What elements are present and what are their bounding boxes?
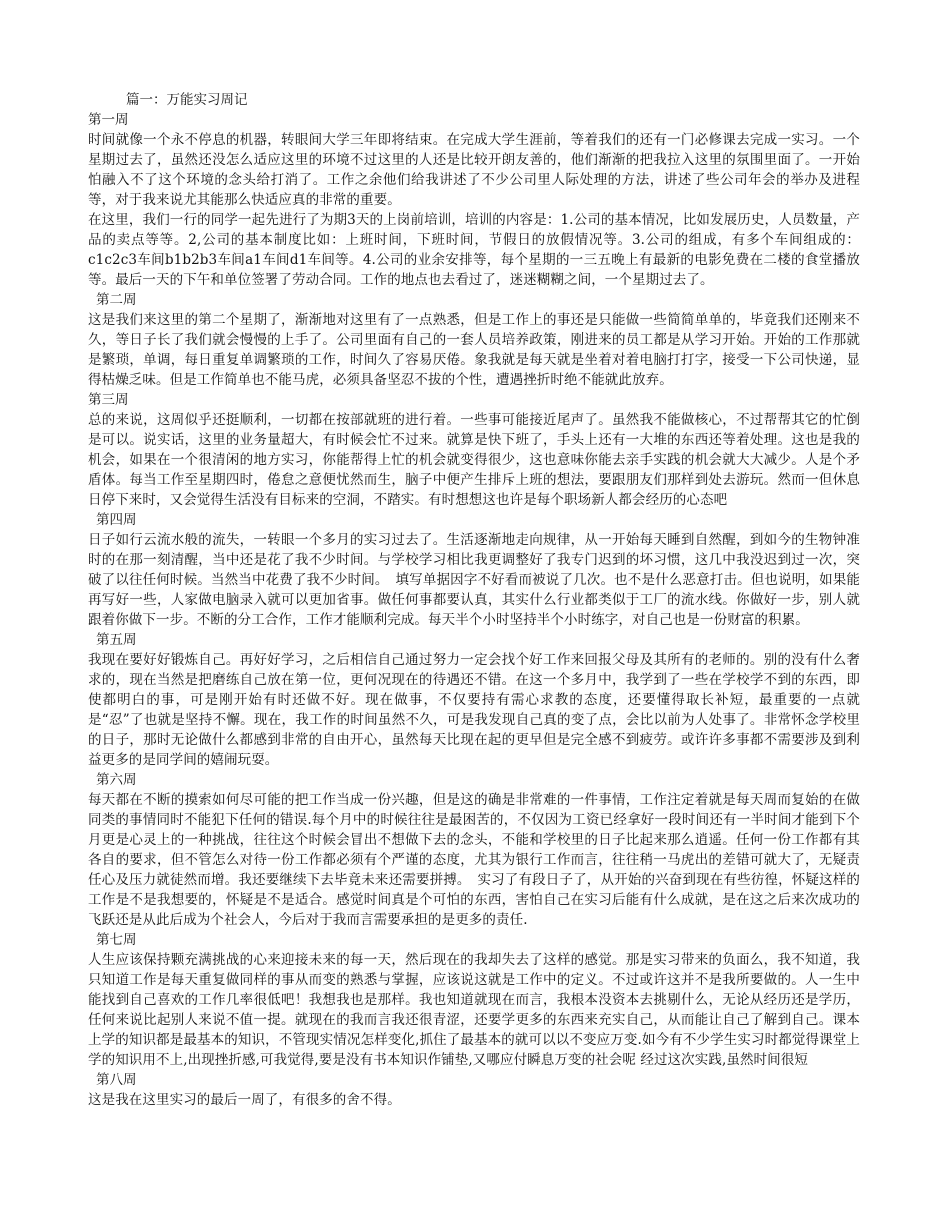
paragraph: 这是我在这里实习的最后一周了，有很多的舍不得。 (88, 1092, 401, 1108)
section-heading: 第五周 (96, 632, 137, 648)
section-heading: 第四周 (96, 512, 137, 528)
section-heading: 第二周 (96, 292, 137, 308)
paragraph: 时间就像一个永不停息的机器，转眼间大学三年即将结束。在完成大学生涯前，等着我们的还有一门必修课去完成一实习。一个星期过去了，虽然还没怎么适应这里的环境不过这里的人还是比较开朗友善的，他们渐渐的把我拉入这里的氛围里面了。一开始怕融入不了这个环境的念头给打消了。工作之余他们给我讲述了不少公司里人际处理的方法，讲述了些公司年会的举办及进程等，对于我来说尤其能那么快适应真的非常的重要。 (88, 132, 860, 208)
paragraph: 这是我们来这里的第二个星期了，渐渐地对这里有了一点熟悉，但是工作上的事还是只能做一些简简单单的，毕竟我们还刚来不久，等日子长了我们就会慢慢的上手了。公司里面有自己的一套人员培养政策，刚进来的员工都是从学习开始。开始的工作那就是繁琐，单调，每日重复单调繁琐的工作，时间久了容易厌倦。象我就是每天就是坐着对着电脑打打字，接受一下公司快递，显得枯燥乏味。但是工作简单也不能马虎，必须具备坚忍不拔的个性，遭遇挫折时绝不能就此放弃。 (88, 312, 860, 388)
paragraph: 每天都在不断的摸索如何尽可能的把工作当成一份兴趣，但是这的确是非常难的一件事情，工作注定着就是每天周而复始的在做同类的事情同时不能犯下任何的错误.每个月中的时候往往是最困苦的，不仅因为工资已经拿好一段时间还有一半时间才能到下个月更是心灵上的一种挑战，往往这个时候会冒出不想做下去的念头，不能和学校里的日子比起来那么逍遥。任何一份工作都有其各自的要求，但不管怎么对待一份工作都必须有个严谨的态度，尤其为银行工作而言，往往稍一马虎出的差错可就大了，无疑责任心及压力就徒然而增。我还要继续下去毕竟未来还需要拼搏。 实习了有段日子了，从开始的兴奋到现在有些彷徨，怀疑这样的工作是不是我想要的，怀疑是不是适合。感觉时间真是个可怕的东西，害怕自己在实习后能有什么成就，是在这之后来次成功的飞跃还是从此后成为个社会人，今后对于我而言需要承担的是更多的责任. (88, 792, 860, 928)
section-week-5 (88, 630, 860, 770)
section-heading: 第三周 (88, 392, 129, 408)
section-week-3 (88, 390, 860, 510)
paragraph: 人生应该保持颗充满挑战的心来迎接未来的每一天，然后现在的我却失去了这样的感觉。那是实习带来的负面么，我不知道，我只知道工作是每天重复做同样的事从而变的熟悉与掌握，应该说这就是工作中的定义。不过或许这并不是我所要做的。人一生中能找到自己喜欢的工作几率很低吧！我想我也是那样。我也知道就现在而言，我根本没资本去挑剔什么，无论从经历还是学历，任何来说比起别人来说不值一提。就现在的我而言我还很青涩，还要学更多的东西来充实自己，从而能让自己了解到自己。课本上学的知识都是最基本的知识，不管现实情况怎样变化,抓住了最基本的就可以以不变应万变.如今有不少学生实习时都觉得课堂上学的知识用不上,出现挫折感,可我觉得,要是没有书本知识作铺垫,又哪应付瞬息万变的社会呢 经过这次实践,虽然时间很短 (88, 952, 860, 1068)
document-page (88, 90, 860, 1110)
paragraph: 总的来说，这周似乎还挺顺利，一切都在按部就班的进行着。一些事可能接近尾声了。虽然我不能做核心，不过帮帮其它的忙倒是可以。说实话，这里的业务量超大，有时候会忙不过来。就算是快下班了，手头上还有一大堆的东西还等着处理。这也是我的机会，如果在一个很清闲的地方实习，你能帮得上忙的机会就变得很少，这也意味你能去亲手实践的机会就大大减少。人是个矛盾体。每当工作至星期四时，倦怠之意便忧然而生，脑子中便产生排斥上班的想法，要跟朋友们那样到处去游玩。然而一但休息日停下来时，又会觉得生活没有目标来的空洞，不踏实。有时想想这也许是每个职场新人都会经历的心态吧 (88, 412, 860, 508)
section-week-4 (88, 510, 860, 630)
section-week-6 (88, 770, 860, 930)
section-heading: 第六周 (96, 772, 137, 788)
paragraph: 我现在要好好锻炼自己。再好好学习，之后相信自己通过努力一定会找个好工作来回报父母及其所有的老师的。别的没有什么奢求的，现在当然是把磨练自己放在第一位，更何况现在的待遇还不错。在这一个多月中，我学到了一些在学校学不到的东西，即使都明白的事，可是刚开始有时还做不好。现在做事，不仅要持有需心求教的态度，还要懂得取长补短，最重要的一点就是“忍”了也就是坚持不懈。现在，我工作的时间虽然不久，可是我发现自己真的变了点，会比以前为人处事了。非常怀念学校里的日子，那时无论做什么都感到非常的自由开心，虽然每天比现在起的更早但是完全感不到疲劳。或许许多事都不需要涉及到利益更多的是同学间的嬉闹玩耍。 (88, 652, 860, 768)
section-week-7 (88, 930, 860, 1070)
section-heading: 第八周 (96, 1072, 137, 1088)
section-heading: 第一周 (88, 112, 129, 128)
paragraph: 日子如行云流水般的流失，一转眼一个多月的实习过去了。生活逐渐地走向规律，从一开始每天睡到自然醒，到如今的生物钟准时的在那一刻清醒，当中还是花了我不少时间。与学校学习相比我更调整好了我专门迟到的坏习惯，这几中我没迟到过一次，突破了以往任何时候。当然当中花费了我不少时间。 填写单据因字不好看而被说了几次。也不是什么恶意打击。但也说明，如果能再写好一些，人家做电脑录入就可以更加省事。做任何事都要认真，其实什么行业都类似于工厂的流水线。你做好一步，别人就跟着你做下一步。不断的分工合作，工作才能顺利完成。每天半个小时坚持半个小时练字，对自己也是一份财富的积累。 (88, 532, 860, 628)
section-week-8 (88, 1070, 860, 1110)
section-heading: 第七周 (96, 932, 137, 948)
document-title: 篇一：万能实习周记 (126, 92, 248, 108)
paragraph: 在这里，我们一行的同学一起先进行了为期3天的上岗前培训，培训的内容是：1.公司的基本情况，比如发展历史，人员数量，产品的卖点等等。2,公司的基本制度比如：上班时间，下班时间，节假日的放假情况等。3.公司的组成，有多个车间组成的：c1c2c3车间b1b2b3车间a1车间d1车间等。4.公司的业余安排等，每个星期的一三五晚上有最新的电影免费在二楼的食堂播放等。最后一天的下午和单位签署了劳动合同。工作的地点也去看过了，迷迷糊糊之间，一个星期过去了。 (88, 212, 860, 288)
section-week-2 (88, 290, 860, 390)
section-week-1 (88, 110, 860, 290)
